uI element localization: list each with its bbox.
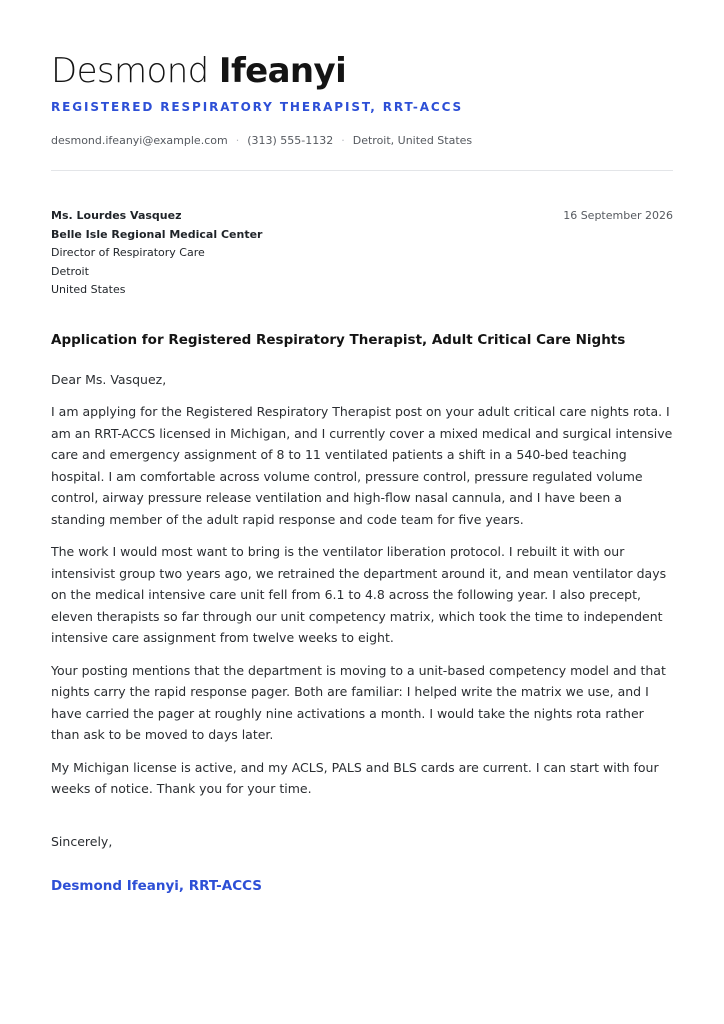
applicant-name bbox=[51, 49, 346, 93]
body-paragraph: Your posting mentions that the department is moving to a unit-based competency model and that nights carry the rapid response pager. Both are familiar: I helped write the matrix we use, and I have carried the pager at roughly nine activations a month. I would take the nights rota rather than ask to be moved to days later. bbox=[51, 662, 666, 742]
recipient-position: Director of Respiratory Care bbox=[51, 246, 205, 260]
body-paragraph: The work I would most want to bring is the ventilator liberation protocol. I rebuilt it with our intensivist group two years ago, we retrained the department around it, and mean ventilator days on the medical intensive care unit fell from 6.1 to 4.8 across the following year. I also precept, eleven therapists so far through our unit competency matrix, which took the time to independent intensive care assignment from twelve weeks to eight. bbox=[51, 544, 667, 645]
contact-email: desmond.ifeanyi@example.com bbox=[51, 134, 228, 147]
applicant-first-name: Desmond bbox=[51, 51, 209, 91]
header-divider bbox=[51, 170, 673, 171]
contact-location: Detroit, United States bbox=[352, 134, 473, 147]
contact-phone: (313) 555-1132 bbox=[247, 134, 334, 147]
letter-closing: Sincerely, bbox=[51, 834, 113, 849]
letter-greeting: Dear Ms. Vasquez, bbox=[51, 372, 167, 387]
recipient-city: Detroit bbox=[51, 264, 89, 278]
letter-body bbox=[51, 401, 674, 811]
recipient-country: United States bbox=[51, 283, 126, 297]
recipient-name: Ms. Lourdes Vasquez bbox=[51, 209, 182, 222]
letter-signature: Desmond Ifeanyi, RRT-ACCS bbox=[51, 878, 262, 894]
letter-date: 16 September 2026 bbox=[563, 209, 673, 222]
applicant-last-name: Ifeanyi bbox=[218, 51, 347, 91]
applicant-job-title: REGISTERED RESPIRATORY THERAPIST, RRT-ACCS bbox=[51, 100, 464, 114]
body-paragraph: My Michigan license is active, and my ACLS, PALS and BLS cards are current. I can start with four weeks of notice. Thank you for your time. bbox=[51, 759, 659, 796]
contact-line bbox=[51, 133, 472, 149]
recipient-block bbox=[51, 207, 262, 300]
contact-separator: · bbox=[341, 134, 345, 147]
contact-separator: · bbox=[235, 134, 240, 147]
recipient-organization: Belle Isle Regional Medical Center bbox=[51, 227, 263, 241]
body-paragraph: I am applying for the Registered Respiratory Therapist post on your adult critical care nights rota. I am an RRT-ACCS licensed in Michigan, and I currently cover a mixed medical and surgical intensive care and emergency assignment of 8 to 11 ventilated patients a shift in a 540-bed teaching hospital. I am comfortable across volume control, pressure control, pressure regulated volume control, airway pressure release ventilation and high-flow nasal cannula, and I have been a standing member of the adult rapid response and code team for five years. bbox=[51, 404, 673, 527]
letter-subject: Application for Registered Respiratory Therapist, Adult Critical Care Nights bbox=[51, 332, 626, 348]
